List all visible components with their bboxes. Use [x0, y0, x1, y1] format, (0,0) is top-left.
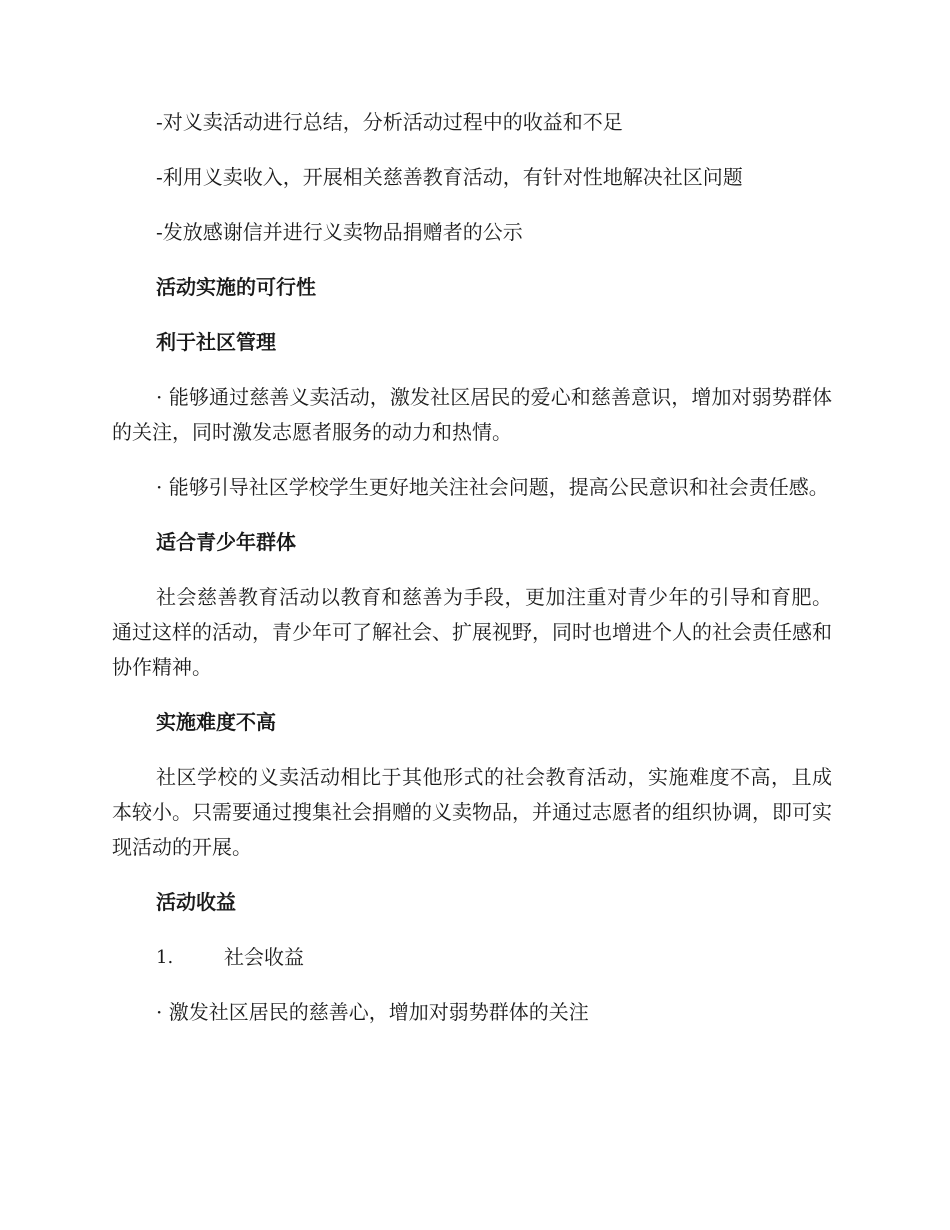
bullet-summary: -对义卖活动进行总结，分析活动过程中的收益和不足 [156, 110, 623, 134]
numbered-item-social-benefits [112, 940, 832, 975]
bullet-thanks-letter: -发放感谢信并进行义卖物品捐赠者的公示 [156, 220, 523, 244]
heading-feasibility: 活动实施的可行性 [156, 275, 316, 299]
paragraph-charity-awareness: · 能够通过慈善义卖活动，激发社区居民的爱心和慈善意识，增加对弱势群体的关注，同时激发志愿者服务的动力和热情。 [112, 385, 832, 444]
heading-youth-suitability: 适合青少年群体 [156, 530, 296, 554]
paragraph-student-guidance: · 能够引导社区学校学生更好地关注社会问题，提高公民意识和社会责任感。 [156, 475, 829, 499]
paragraph-low-difficulty: 社区学校的义卖活动相比于其他形式的社会教育活动，实施难度不高，且成本较小。只需要通过搜集社会捐赠的义卖物品，并通过志愿者的组织协调，即可实现活动的开展。 [112, 765, 832, 859]
paragraph-youth: 社会慈善教育活动以教育和慈善为手段，更加注重对青少年的引导和育肥。通过这样的活动，青少年可了解社会、扩展视野，同时也增进个人的社会责任感和协作精神。 [112, 585, 832, 679]
heading-community-management: 利于社区管理 [156, 330, 276, 354]
list-item-text: 社会收益 [224, 945, 304, 969]
heading-low-difficulty: 实施难度不高 [156, 710, 276, 734]
bullet-use-income: -利用义卖收入，开展相关慈善教育活动，有针对性地解决社区问题 [156, 165, 743, 189]
list-number: 1. [156, 947, 174, 968]
bullet-inspire-charity: · 激发社区居民的慈善心，增加对弱势群体的关注 [156, 1000, 589, 1024]
heading-benefits: 活动收益 [156, 890, 236, 914]
document-page [112, 105, 832, 1030]
